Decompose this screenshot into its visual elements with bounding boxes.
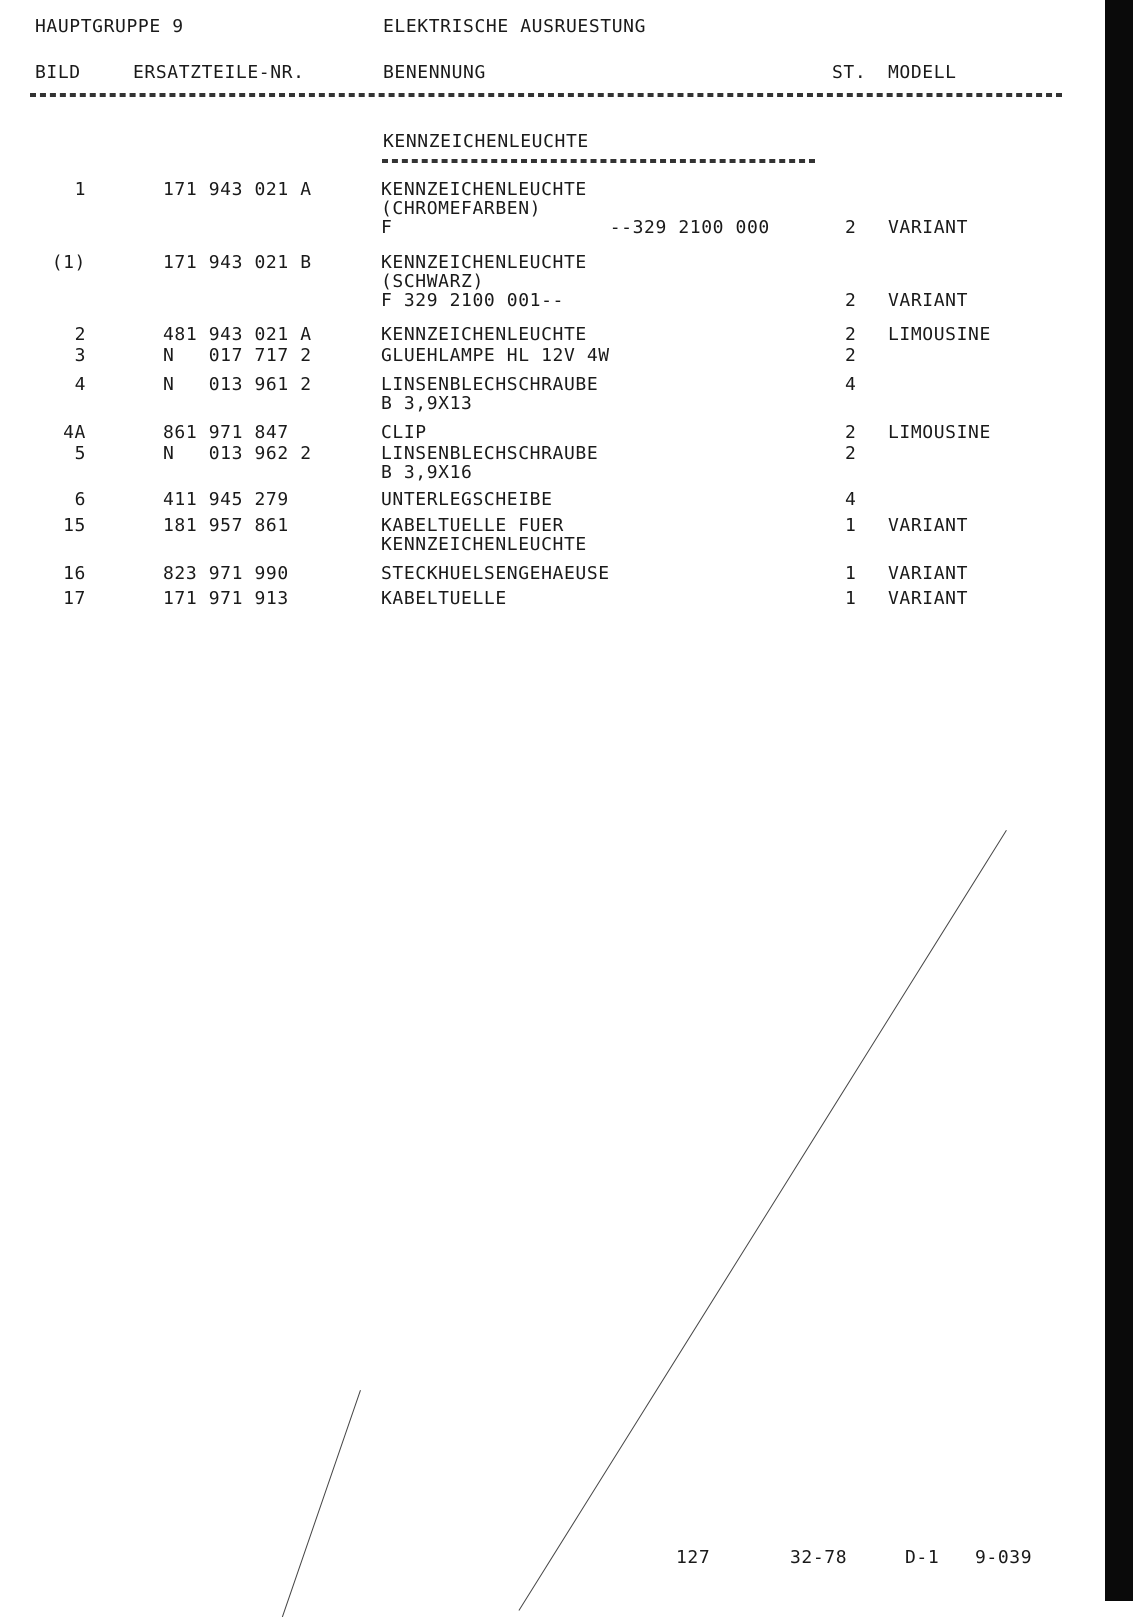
model-cell: VARIANT: [888, 588, 969, 609]
description-line: UNTERLEGSCHEIBE: [381, 489, 553, 510]
description-line: B 3,9X13: [381, 393, 473, 414]
model-cell: VARIANT: [888, 563, 969, 584]
description-line: STECKHUELSENGEHAEUSE: [381, 563, 610, 584]
bild-cell: 2: [74, 324, 86, 345]
quantity-cell: 2: [845, 443, 857, 464]
quantity-cell: 1: [845, 563, 857, 584]
model-cell: LIMOUSINE: [888, 324, 991, 345]
part-number-cell: 411 945 279: [163, 489, 289, 510]
quantity-cell: 2: [845, 290, 857, 311]
quantity-cell: 4: [845, 489, 857, 510]
part-number-cell: N 013 961 2: [163, 374, 312, 395]
description-line: KABELTUELLE FUER: [381, 515, 564, 536]
bild-cell: 3: [74, 345, 86, 366]
part-number-cell: 171 943 021 B: [163, 252, 312, 273]
description-line: KENNZEICHENLEUCHTE: [381, 252, 587, 273]
part-number-cell: 861 971 847: [163, 422, 289, 443]
category-title: ELEKTRISCHE AUSRUESTUNG: [383, 16, 647, 37]
col-header-part-no: ERSATZTEILE-NR.: [133, 62, 305, 83]
section-title: KENNZEICHENLEUCHTE: [383, 131, 589, 152]
part-number-cell: 171 943 021 A: [163, 179, 312, 200]
bild-cell: (1): [51, 252, 86, 273]
part-number-cell: 181 957 861: [163, 515, 289, 536]
col-header-model: MODELL: [888, 62, 957, 83]
description-line: KENNZEICHENLEUCHTE: [381, 534, 587, 555]
quantity-cell: 1: [845, 515, 857, 536]
model-cell: VARIANT: [888, 217, 969, 238]
scan-line: [282, 1390, 361, 1617]
bild-cell: 1: [74, 179, 86, 200]
footer-date: 32-78: [790, 1547, 848, 1568]
description-line: F --329 2100 000: [381, 217, 770, 238]
description-line: LINSENBLECHSCHRAUBE: [381, 374, 599, 395]
bild-cell: 16: [63, 563, 86, 584]
header-rule: [30, 93, 1062, 97]
bild-cell: 15: [63, 515, 86, 536]
quantity-cell: 1: [845, 588, 857, 609]
description-line: B 3,9X16: [381, 462, 473, 483]
bild-cell: 4: [74, 374, 86, 395]
bild-cell: 17: [63, 588, 86, 609]
model-cell: VARIANT: [888, 515, 969, 536]
description-line: KENNZEICHENLEUCHTE: [381, 179, 587, 200]
part-number-cell: N 013 962 2: [163, 443, 312, 464]
part-number-cell: N 017 717 2: [163, 345, 312, 366]
part-number-cell: 823 971 990: [163, 563, 289, 584]
description-line: (SCHWARZ): [381, 271, 484, 292]
bild-cell: 5: [74, 443, 86, 464]
quantity-cell: 2: [845, 217, 857, 238]
model-cell: LIMOUSINE: [888, 422, 991, 443]
scan-line: [518, 830, 1006, 1611]
group-title: HAUPTGRUPPE 9: [35, 16, 184, 37]
section-rule: [382, 159, 815, 163]
scan-edge: [1105, 0, 1133, 1601]
quantity-cell: 2: [845, 345, 857, 366]
col-header-qty: ST.: [832, 62, 867, 83]
description-line: KABELTUELLE: [381, 588, 507, 609]
description-line: LINSENBLECHSCHRAUBE: [381, 443, 599, 464]
col-header-name: BENENNUNG: [383, 62, 486, 83]
footer-ref: 9-039: [975, 1547, 1033, 1568]
quantity-cell: 2: [845, 324, 857, 345]
description-line: (CHROMEFARBEN): [381, 198, 542, 219]
quantity-cell: 2: [845, 422, 857, 443]
bild-cell: 4A: [63, 422, 86, 443]
col-header-bild: BILD: [35, 62, 81, 83]
footer-page: 127: [676, 1547, 711, 1568]
description-line: CLIP: [381, 422, 427, 443]
part-number-cell: 481 943 021 A: [163, 324, 312, 345]
model-cell: VARIANT: [888, 290, 969, 311]
quantity-cell: 4: [845, 374, 857, 395]
description-line: KENNZEICHENLEUCHTE: [381, 324, 587, 345]
description-line: F 329 2100 001--: [381, 290, 564, 311]
description-line: GLUEHLAMPE HL 12V 4W: [381, 345, 610, 366]
part-number-cell: 171 971 913: [163, 588, 289, 609]
footer-code: D-1: [905, 1547, 940, 1568]
bild-cell: 6: [74, 489, 86, 510]
